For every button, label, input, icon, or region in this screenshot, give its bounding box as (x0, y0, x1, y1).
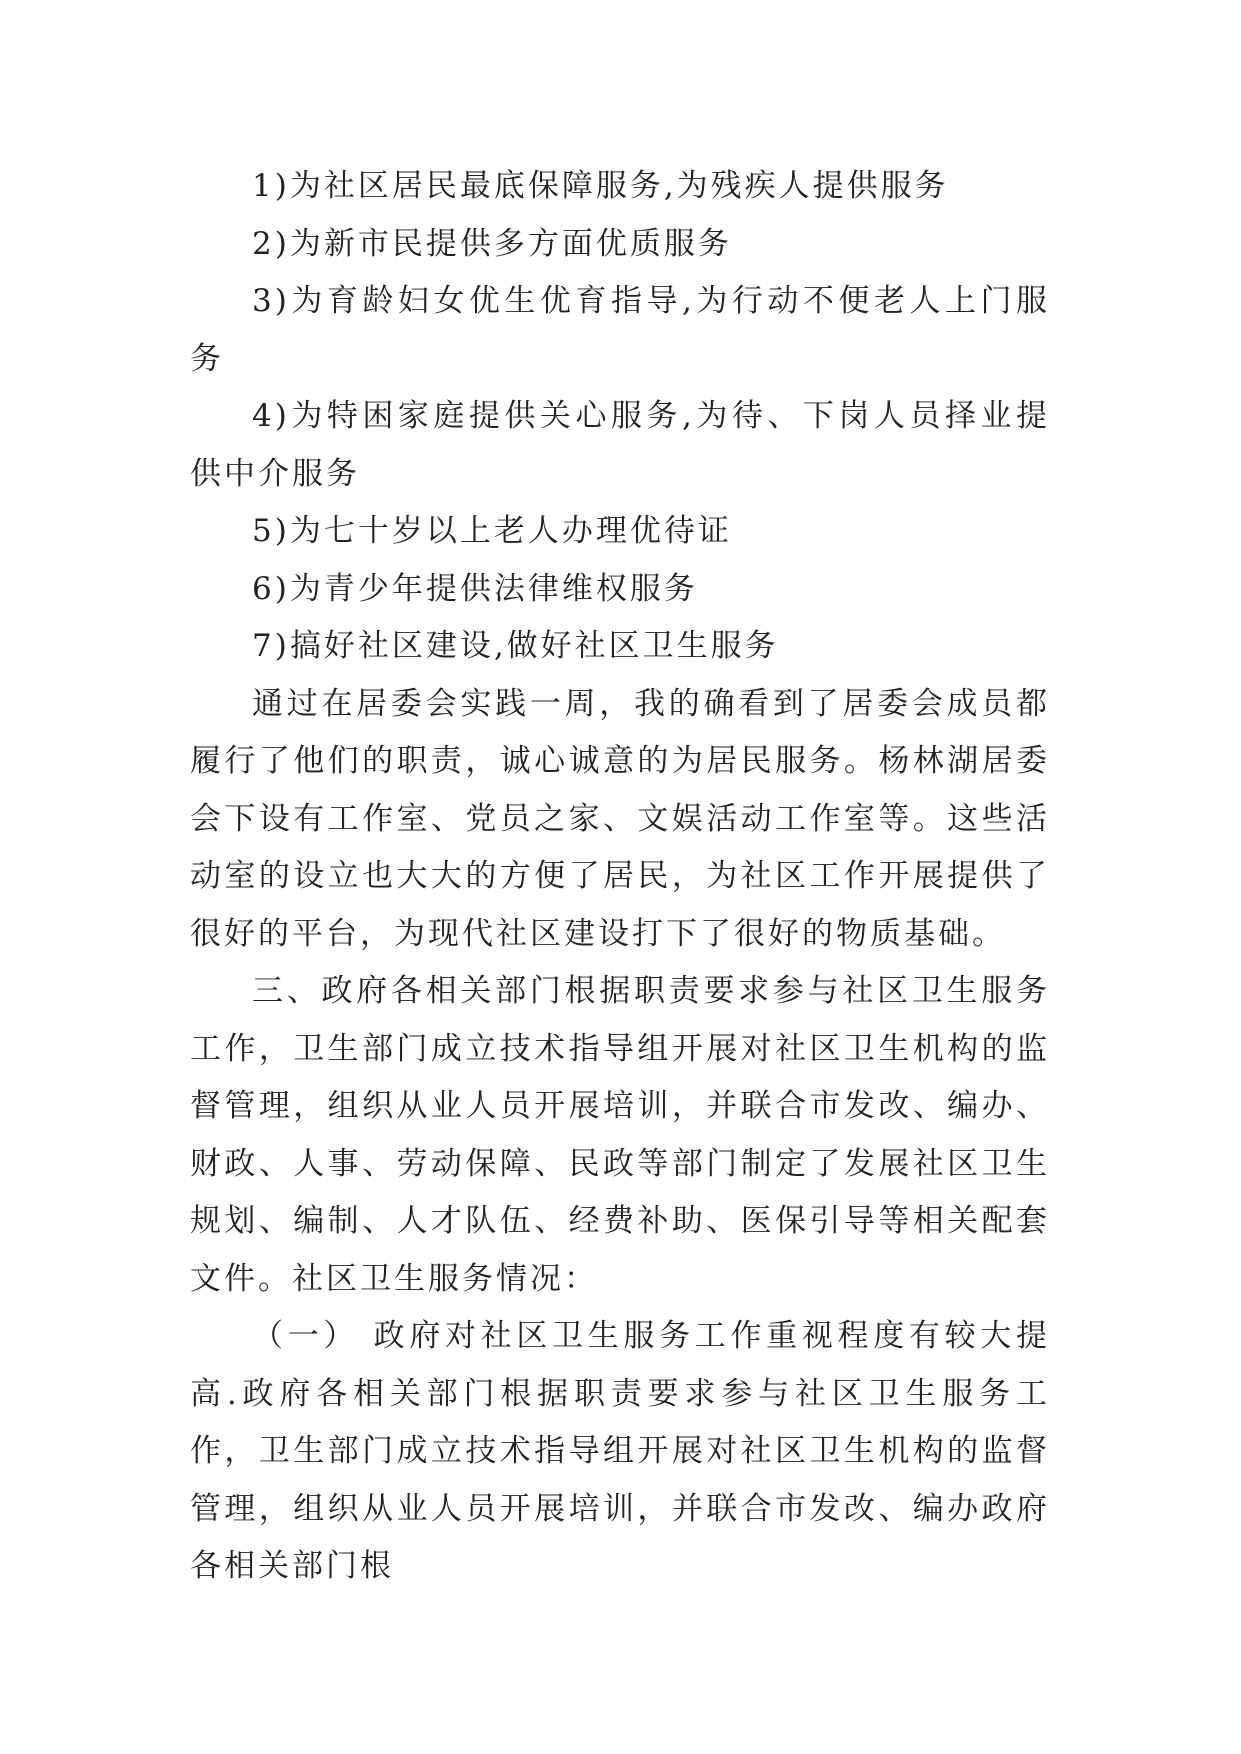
service-list-item-3: 3)为育龄妇女优生优育指导,为行动不便老人上门服务 (190, 283, 1050, 377)
service-list-item-2: 2)为新市民提供多方面优质服务 (252, 225, 732, 262)
document-body (190, 158, 1050, 1596)
service-list-item-1: 1)为社区居民最底保障服务,为残疾人提供服务 (252, 168, 949, 204)
service-list-item-5: 5)为七十岁以上老人办理优待证 (252, 513, 732, 549)
service-list-item-4: 4)为特困家庭提供关心服务,为待、下岗人员择业提供中介服务 (190, 398, 1050, 492)
practice-paragraph: 通过在居委会实践一周，我的确看到了居委会成员都履行了他们的职责，诚心诚意的为居民服务。杨林湖居委会下设有工作室、党员之家、文娱活动工作室等。这些活动室的设立也大大的方便了居民，为社区工作开展提供了很好的平台，为现代社区建设打下了很好的物质基础。 (190, 685, 1050, 952)
service-list-item-6: 6)为青少年提供法律维权服务 (252, 570, 698, 607)
service-list-item-7: 7)搞好社区建设,做好社区卫生服务 (252, 628, 779, 664)
section-three-paragraph: 三、政府各相关部门根据职责要求参与社区卫生服务工作，卫生部门成立技术指导组开展对社区卫生机构的监督管理，组织从业人员开展培训，并联合市发改、编办、财政、人事、劳动保障、民政等部门制定了发展社区卫生规划、编制、人才队伍、经费补助、医保引导等相关配套文件。社区卫生服务情况： (190, 973, 1050, 1297)
subsection-one-paragraph: （一） 政府对社区卫生服务工作重视程度有较大提高.政府各相关部门根据职责要求参与社区卫生服务工作，卫生部门成立技术指导组开展对社区卫生机构的监督管理，组织从业人员开展培训，并联合市发改、编办政府各相关部门根 (190, 1318, 1050, 1584)
